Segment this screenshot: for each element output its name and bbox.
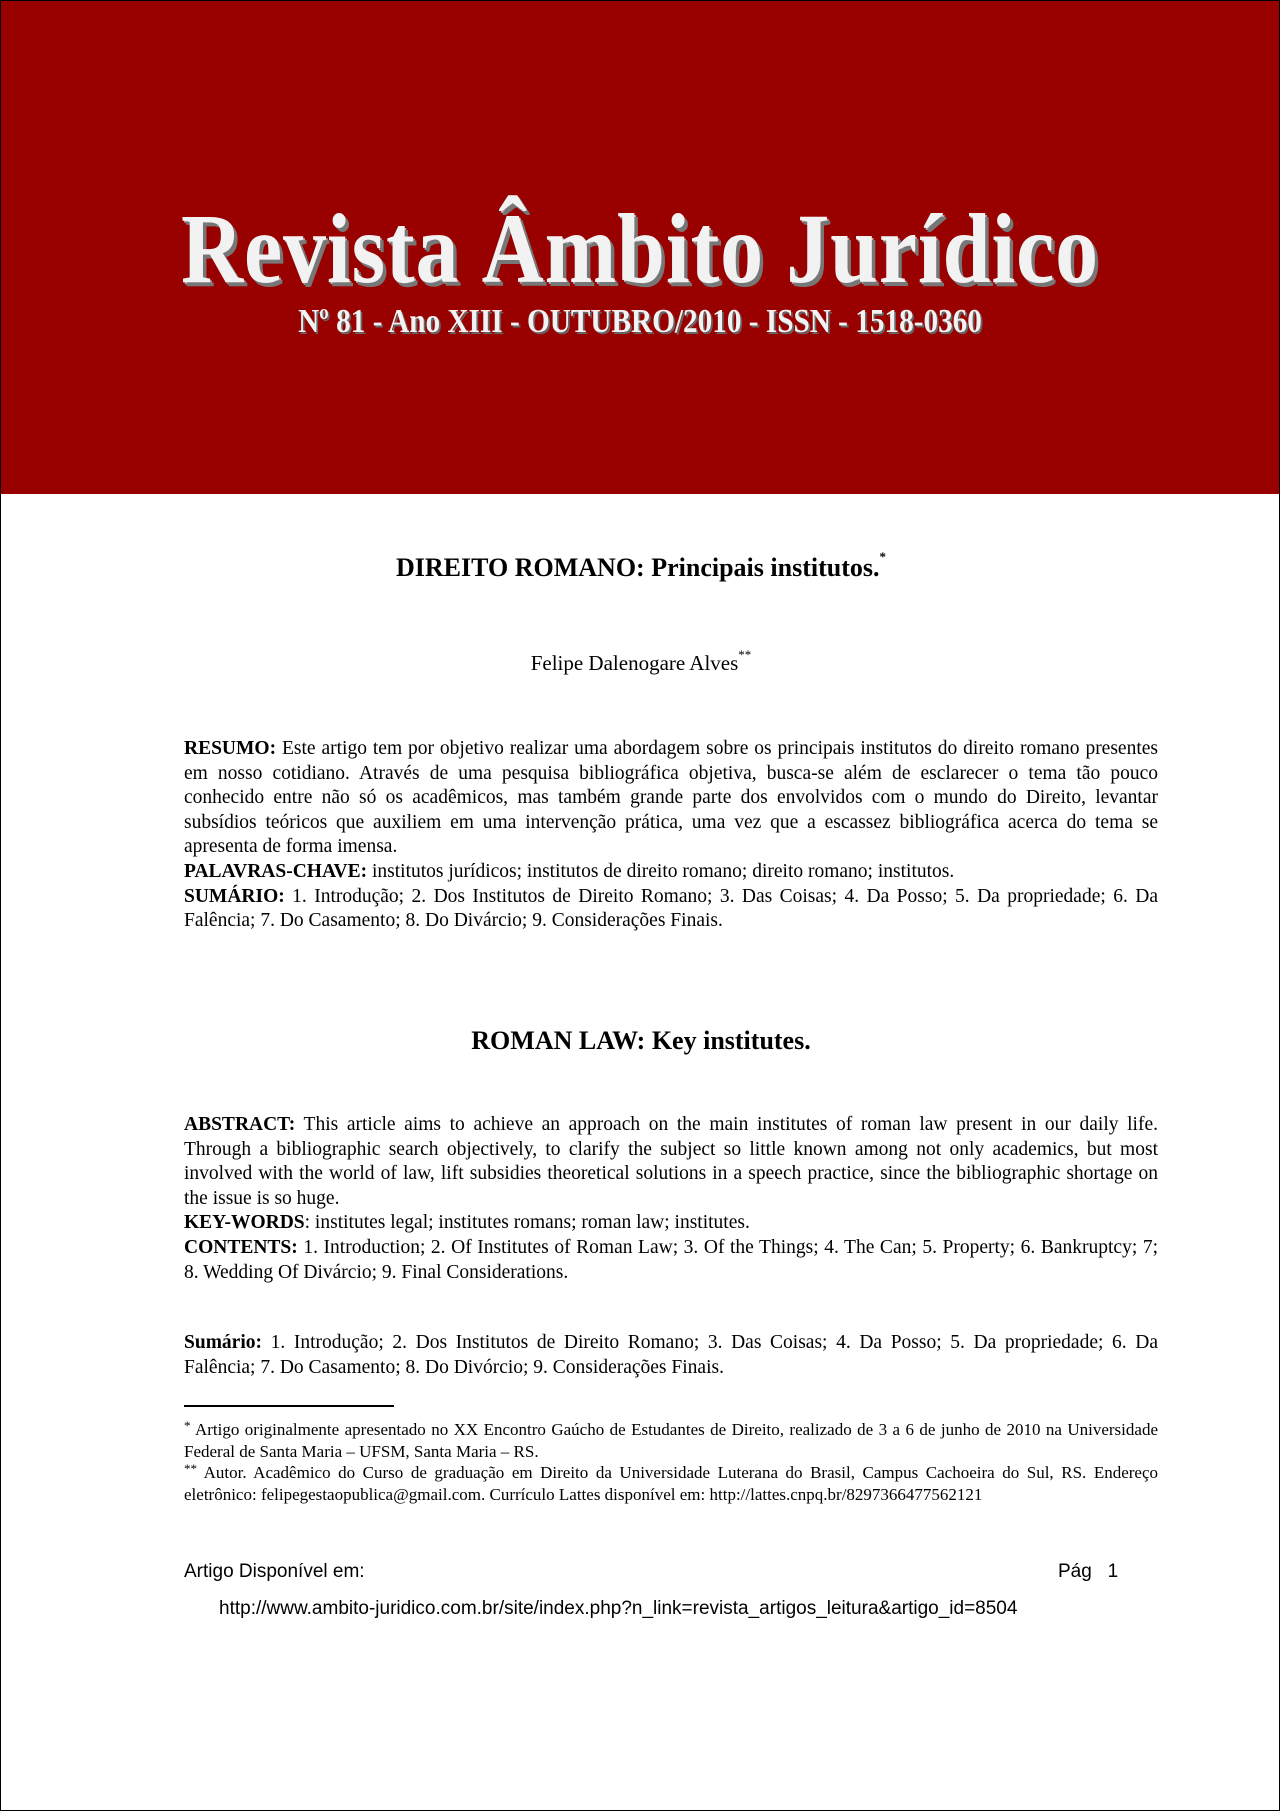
footnote-mark: * — [184, 1418, 191, 1433]
journal-title: Revista Âmbito Jurídico — [181, 193, 1099, 304]
label: SUMÁRIO: — [184, 885, 285, 907]
keywords-text: institutos jurídicos; institutos de direito romano; direito romano; institutos. — [367, 860, 955, 882]
label: KEY-WORDS — [184, 1212, 305, 1234]
label: ABSTRACT: — [184, 1114, 296, 1135]
author-name: Felipe Dalenogare Alves — [530, 651, 739, 675]
footnote-mark: ** — [184, 1461, 197, 1476]
article-url[interactable]: http://www.ambito-juridico.com.br/site/index.php?n_link=revista_artigos_leitura&artigo_id=8504 — [219, 1598, 1018, 1619]
page-label: Pág — [1058, 1561, 1092, 1582]
english-title: ROMAN LAW: Key institutes. — [471, 1026, 811, 1055]
sumario-text: 1. Introdução; 2. Dos Institutos de Direito Romano; 3. Das Coisas; 4. Da Posso; 5. Da propriedade; 6. Da Falência; 7. Do Casamento; 8. Do Divórcio; 9. Considerações Finais. — [184, 1332, 1158, 1378]
footnotes — [184, 1419, 1158, 1505]
label: PALAVRAS-CHAVE: — [184, 860, 368, 882]
footnote — [184, 1419, 1158, 1462]
footnote-ref[interactable]: ** — [738, 647, 752, 662]
footnote — [184, 1462, 1158, 1505]
article-title — [1, 549, 1280, 583]
resumo-text: Este artigo tem por objetivo realizar uma abordagem sobre os principais institutos do direito romano presentes em nosso cotidiano. Através de uma pesquisa bibliográfica objetiva, busca-se além de esclarecer o tema tão pouco conhecido entre não só os acadêmicos, mas também grande parte dos envolvidos com o mundo do Direito, levantar subsídios teóricos que auxiliem em uma intervenção prática, uma vez que a escassez bibliográfica acerca do tema se apresenta de forma imensa. — [184, 738, 1158, 858]
footnote-ref[interactable]: * — [879, 549, 886, 564]
footnote-text: Artigo originalmente apresentado no XX Encontro Gaúcho de Estudantes de Direito, realizado de 3 a 6 de junho de 2010 na Universidade Federal de Santa Maria – UFSM, Santa Maria – RS. — [184, 1420, 1158, 1461]
footnote-divider — [184, 1405, 394, 1407]
available-label: Artigo Disponível em: — [184, 1561, 365, 1582]
sumario-section — [184, 1331, 1158, 1380]
resumo-section — [184, 737, 1158, 934]
page-value: 1 — [1107, 1561, 1119, 1582]
abstract-text: This article aims to achieve an approach on the main institutes of roman law present in our daily life. Through a bibliographic search objectively, to clarify the subject so little known among not only academics, but most involved with the world of law, lift subsidies theoretical solutions in a speech practice, since the bibliographic shortage on the issue is so huge. — [184, 1114, 1158, 1209]
label: RESUMO: — [184, 738, 277, 759]
title-text: DIREITO ROMANO: Principais institutos. — [396, 553, 880, 582]
author — [1, 647, 1280, 676]
issue-info: Nº 81 - Ano XIII - OUTUBRO/2010 - ISSN - 1518-0360 — [298, 303, 982, 340]
keywords-text: : institutes legal; institutes romans; roman law; institutes. — [304, 1212, 750, 1234]
label: Sumário: — [184, 1332, 262, 1353]
sumario-text: 1. Introdução; 2. Dos Institutos de Direito Romano; 3. Das Coisas; 4. Da Posso; 5. Da propriedade; 6. Da Falência; 7. Do Casamento; 8. Do Divárcio; 9. Considerações Finais. — [184, 885, 1158, 932]
footnote-text: Autor. Acadêmico do Curso de graduação em Direito da Universidade Luterana do Brasil, Campus Cachoeira do Sul, RS. Endereço eletrônico: felipegestaopublica@gmail.com. Currículo Lattes disponível em: http://lattes.cnpq.br/8297366477562121 — [184, 1463, 1158, 1504]
masthead-banner — [1, 1, 1279, 494]
contents-text: 1. Introduction; 2. Of Institutes of Roman Law; 3. Of the Things; 4. The Can; 5. Property; 6. Bankruptcy; 7; 8. Wedding Of Divárcio; 9. Final Considerations. — [184, 1236, 1158, 1283]
abstract-section — [184, 1113, 1158, 1285]
page-number — [1058, 1561, 1118, 1583]
label: CONTENTS: — [184, 1236, 298, 1258]
